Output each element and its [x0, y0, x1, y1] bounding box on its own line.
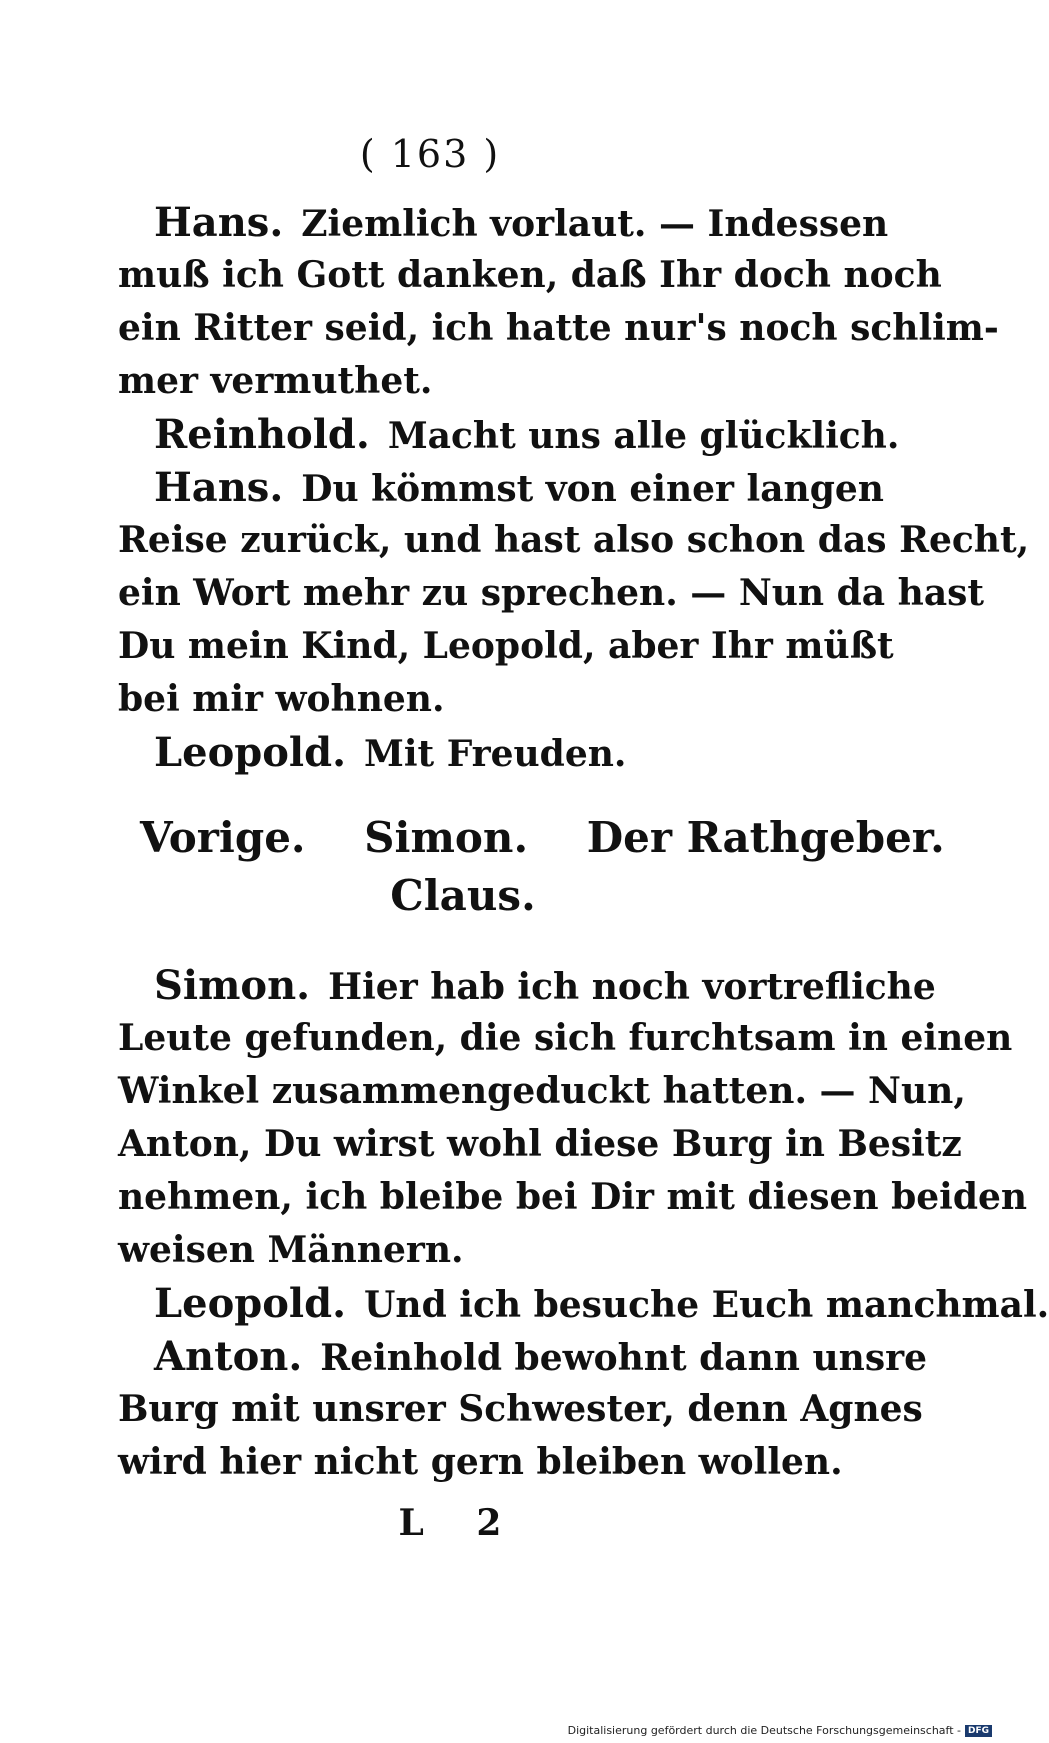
dialogue-line	[118, 1012, 1013, 1065]
dialogue-text: Hier hab ich noch vortrefliche	[328, 966, 936, 1008]
dialogue-block-1	[118, 196, 1030, 779]
dfg-logo-icon: DFG	[965, 1725, 992, 1737]
dialogue-text: Reise zurück, und hast also schon das Recht,	[118, 519, 1030, 561]
dialogue-text: wird hier nicht gern bleiben wollen.	[118, 1441, 843, 1483]
scene-heading-line-2	[118, 867, 808, 925]
dialogue-line	[118, 249, 942, 302]
scene-character: Claus.	[390, 871, 536, 920]
signature-mark: L 2	[398, 1502, 522, 1544]
dialogue-line	[118, 196, 889, 249]
dialogue-text: muß ich Gott danken, daß Ihr doch noch	[118, 254, 942, 296]
dialogue-text: bei mir wohnen.	[118, 678, 445, 720]
scene-heading	[118, 809, 945, 925]
dialogue-line	[118, 567, 985, 620]
scene-heading-line-1	[118, 809, 945, 867]
dialogue-line	[118, 461, 884, 514]
dialogue-text: Und ich besuche Euch manchmal.	[364, 1284, 1049, 1326]
page-text	[118, 196, 1049, 1489]
dialogue-line	[118, 302, 999, 355]
footer-credit	[568, 1724, 992, 1737]
dialogue-text: Du kömmst von einer langen	[301, 468, 884, 510]
dialogue-line	[118, 514, 1030, 567]
dialogue-line	[118, 620, 894, 673]
dialogue-text: mer vermuthet.	[118, 360, 433, 402]
dialogue-text: Macht uns alle glücklich.	[387, 415, 900, 457]
dialogue-text: Leute gefunden, die sich furchtsam in einen	[118, 1017, 1013, 1059]
scene-character: Vorige.	[140, 813, 306, 862]
dialogue-line	[118, 408, 900, 461]
dialogue-line	[118, 1330, 927, 1383]
dialogue-text: Winkel zusammengeduckt hatten. — Nun,	[118, 1070, 966, 1112]
dialogue-line	[118, 1171, 1028, 1224]
dialogue-text: Ziemlich vorlaut. — Indessen	[301, 203, 889, 245]
page-number: ( 163 )	[359, 132, 501, 176]
dialogue-line	[118, 1436, 843, 1489]
dialogue-text: Reinhold bewohnt dann unsre	[320, 1337, 927, 1379]
dialogue-text: Anton, Du wirst wohl diese Burg in Besitz	[118, 1123, 962, 1165]
dialogue-line	[118, 726, 808, 779]
speaker-name: Hans.	[154, 199, 284, 246]
dialogue-line	[118, 1383, 923, 1436]
speaker-name: Reinhold.	[154, 411, 370, 458]
speaker-name: Anton.	[154, 1333, 303, 1380]
dialogue-line	[118, 673, 808, 726]
scene-character: Simon.	[364, 813, 529, 862]
speaker-name: Hans.	[154, 464, 284, 511]
dialogue-line	[118, 1277, 1049, 1330]
speaker-name: Leopold.	[154, 729, 346, 776]
speaker-name: Leopold.	[154, 1280, 346, 1327]
dialogue-line	[118, 1065, 966, 1118]
dialogue-text: weisen Männern.	[118, 1229, 464, 1271]
dialogue-line	[118, 959, 936, 1012]
dialogue-line	[118, 1118, 962, 1171]
footer-text: Digitalisierung gefördert durch die Deutsche Forschungsgemeinschaft -	[567, 1724, 961, 1737]
speaker-name: Simon.	[154, 962, 311, 1009]
dialogue-text: ein Wort mehr zu sprechen. — Nun da hast	[118, 572, 985, 614]
dialogue-block-2	[118, 959, 1049, 1489]
dialogue-text: nehmen, ich bleibe bei Dir mit diesen beiden	[118, 1176, 1028, 1218]
dialogue-text: Du mein Kind, Leopold, aber Ihr müßt	[118, 625, 894, 667]
scene-character: Der Rathgeber.	[586, 813, 945, 862]
dialogue-line	[118, 355, 808, 408]
dialogue-text: ein Ritter seid, ich hatte nur's noch schlim-	[118, 307, 999, 349]
dialogue-text: Burg mit unsrer Schwester, denn Agnes	[118, 1388, 923, 1430]
dialogue-line	[118, 1224, 808, 1277]
dialogue-text: Mit Freuden.	[364, 733, 627, 775]
